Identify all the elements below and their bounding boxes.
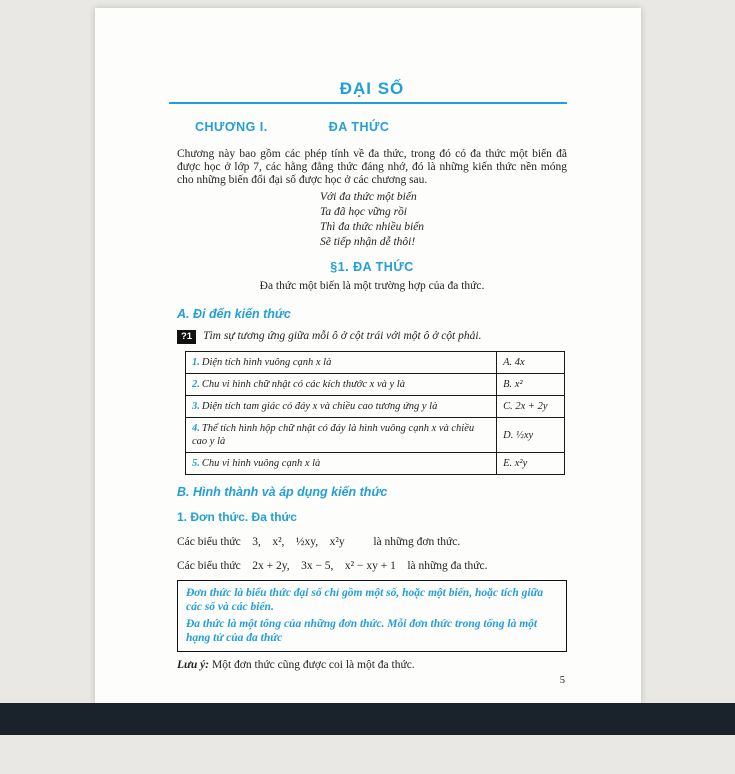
chapter-title: ĐA THỨC <box>328 120 390 134</box>
row-number: 1. <box>192 357 200 368</box>
book-page <box>95 8 641 703</box>
left-cell <box>186 374 497 396</box>
question-badge: ?1 <box>177 330 196 344</box>
answer-cell: D. ½xy <box>497 418 565 453</box>
question-text: Tìm sự tương ứng giữa mỗi ô ở cột trái với một ô ở cột phải. <box>203 330 482 342</box>
poem-line-4: Sẽ tiếp nhận dễ thôi! <box>320 236 416 248</box>
table-row <box>186 374 565 396</box>
table-row <box>186 418 565 453</box>
definition-monomial: Đơn thức là biểu thức đại số chỉ gồm một số, hoặc một biến, hoặc tích giữa các số và các biến. <box>186 587 544 613</box>
page-number: 5 <box>559 675 565 686</box>
section-title: §1. ĐA THỨC <box>330 260 414 274</box>
row-number: 4. <box>192 423 200 434</box>
row-text: Chu vi hình vuông cạnh x là <box>201 458 321 469</box>
answer-cell: A. 4x <box>497 352 565 374</box>
poem-line-2: Ta đã học vững rồi <box>320 206 407 218</box>
definition-box <box>177 580 567 652</box>
answer-cell: C. 2x + 2y <box>497 396 565 418</box>
row-text: Chu vi hình chữ nhật có các kích thước x và y là <box>201 379 405 390</box>
heading-b: B. Hình thành và áp dụng kiến thức <box>177 485 388 499</box>
title-underline <box>169 102 567 104</box>
definition-polynomial: Đa thức là một tổng của những đơn thức. Mỗi đơn thức trong tổng là một hạng tử của đa thức <box>186 618 538 644</box>
section-subtitle: Đa thức một biến là một trường hợp của đa thức. <box>259 280 485 292</box>
page-content <box>95 79 641 774</box>
row-text: Diện tích tam giác có đáy x và chiều cao tương ứng y là <box>201 401 438 412</box>
example-polynomials: Các biểu thức 2x + 2y, 3x − 5, x² − xy + 1 là những đa thức. <box>177 560 488 572</box>
row-number: 3. <box>192 401 200 412</box>
page-title: ĐẠI SỐ <box>339 79 405 98</box>
row-number: 5. <box>192 458 200 469</box>
matching-table <box>185 351 565 475</box>
intro-paragraph: Chương này bao gồm các phép tính về đa thức, trong đó có đa thức một biến đã được học ở lớp 7, các hằng đẳng thức đáng nhớ, đó là những kiến thức nền móng cho những biến đổi đại số được học ở các chương sau. <box>177 148 567 186</box>
answer-cell: E. x²y <box>497 453 565 475</box>
left-cell <box>186 418 497 453</box>
chapter-heading <box>177 120 567 134</box>
footer-bar <box>0 703 735 735</box>
example-monomials: Các biểu thức 3, x², ½xy, x²y là những đơn thức. <box>177 536 461 548</box>
table-row <box>186 396 565 418</box>
note <box>177 659 567 671</box>
row-text: Diện tích hình vuông cạnh x là <box>201 357 332 368</box>
poem-line-3: Thì đa thức nhiều biến <box>320 221 425 233</box>
heading-b1: 1. Đơn thức. Đa thức <box>177 510 297 524</box>
left-cell <box>186 352 497 374</box>
note-label: Lưu ý: <box>177 659 210 671</box>
answer-cell: B. x² <box>497 374 565 396</box>
row-text: Thể tích hình hộp chữ nhật có đáy là hình vuông cạnh x và chiều cao y là <box>192 423 475 447</box>
poem-line-1: Với đa thức một biến <box>320 191 417 203</box>
left-cell <box>186 396 497 418</box>
table-row <box>186 453 565 475</box>
table-row <box>186 352 565 374</box>
chapter-label: CHƯƠNG I. <box>195 120 268 134</box>
poem <box>320 190 567 250</box>
row-number: 2. <box>192 379 200 390</box>
question-1 <box>177 329 567 344</box>
note-text: Một đơn thức cũng được coi là một đa thức. <box>209 659 415 671</box>
left-cell <box>186 453 497 475</box>
heading-a: A. Đi đến kiến thức <box>177 307 291 321</box>
